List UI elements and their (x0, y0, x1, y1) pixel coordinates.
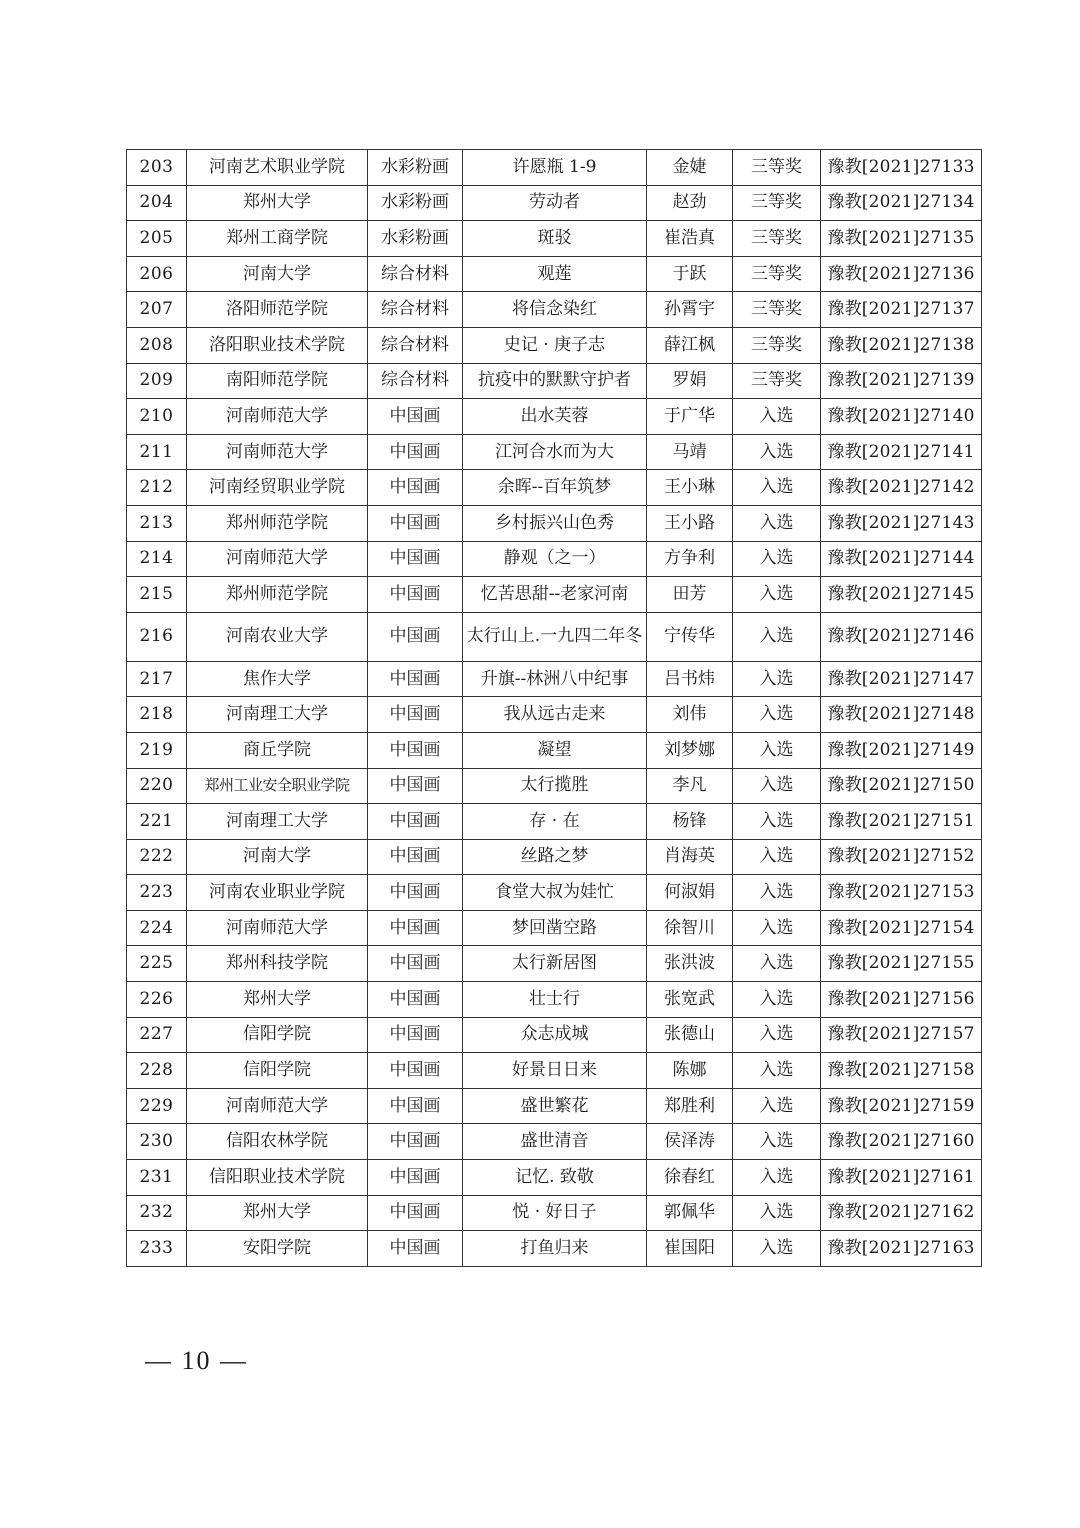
cell-title: 升旗--林洲八中纪事 (463, 661, 647, 697)
cell-school: 郑州大学 (187, 185, 368, 221)
cell-number: 223 (127, 875, 187, 911)
cell-author: 田芳 (647, 577, 733, 613)
cell-author: 李凡 (647, 768, 733, 804)
cell-number: 214 (127, 541, 187, 577)
cell-author: 吕书炜 (647, 661, 733, 697)
cell-document-number: 豫教[2021]27148 (821, 697, 982, 733)
cell-category: 中国画 (368, 505, 463, 541)
cell-school: 河南师范大学 (187, 399, 368, 435)
cell-award: 三等奖 (733, 363, 821, 399)
cell-category: 中国画 (368, 1231, 463, 1267)
table-row (127, 1195, 982, 1231)
cell-author: 宁传华 (647, 612, 733, 661)
cell-author: 王小琳 (647, 470, 733, 506)
cell-school: 信阳农林学院 (187, 1124, 368, 1160)
table-row (127, 541, 982, 577)
cell-category: 综合材料 (368, 256, 463, 292)
cell-school: 河南农业职业学院 (187, 875, 368, 911)
table-row (127, 612, 982, 661)
cell-author: 刘梦娜 (647, 732, 733, 768)
cell-title: 盛世繁花 (463, 1088, 647, 1124)
cell-title: 记忆. 致敬 (463, 1160, 647, 1196)
table-row (127, 910, 982, 946)
cell-school: 焦作大学 (187, 661, 368, 697)
cell-title: 存 · 在 (463, 804, 647, 840)
cell-award: 三等奖 (733, 185, 821, 221)
table-row (127, 1160, 982, 1196)
cell-award: 入选 (733, 1088, 821, 1124)
cell-author: 于广华 (647, 399, 733, 435)
cell-award: 入选 (733, 661, 821, 697)
table-body (127, 150, 982, 1267)
cell-author: 陈娜 (647, 1053, 733, 1089)
cell-title: 出水芙蓉 (463, 399, 647, 435)
cell-category: 中国画 (368, 732, 463, 768)
cell-document-number: 豫教[2021]27154 (821, 910, 982, 946)
cell-category: 中国画 (368, 839, 463, 875)
cell-title: 食堂大叔为娃忙 (463, 875, 647, 911)
cell-author: 于跃 (647, 256, 733, 292)
cell-number: 230 (127, 1124, 187, 1160)
cell-category: 中国画 (368, 1088, 463, 1124)
cell-author: 郭佩华 (647, 1195, 733, 1231)
cell-author: 徐智川 (647, 910, 733, 946)
cell-school: 信阳学院 (187, 1053, 368, 1089)
table-row (127, 1124, 982, 1160)
cell-title: 凝望 (463, 732, 647, 768)
cell-school: 郑州师范学院 (187, 505, 368, 541)
table-row (127, 292, 982, 328)
cell-school: 郑州科技学院 (187, 946, 368, 982)
cell-title: 悦 · 好日子 (463, 1195, 647, 1231)
cell-award: 入选 (733, 910, 821, 946)
cell-school: 郑州工业安全职业学院 (187, 768, 368, 804)
cell-award: 入选 (733, 768, 821, 804)
cell-school: 郑州大学 (187, 982, 368, 1018)
cell-award: 入选 (733, 697, 821, 733)
cell-document-number: 豫教[2021]27137 (821, 292, 982, 328)
cell-number: 206 (127, 256, 187, 292)
cell-award: 入选 (733, 1231, 821, 1267)
cell-category: 中国画 (368, 1124, 463, 1160)
cell-document-number: 豫教[2021]27136 (821, 256, 982, 292)
cell-author: 张洪波 (647, 946, 733, 982)
cell-author: 金婕 (647, 150, 733, 186)
cell-author: 张德山 (647, 1017, 733, 1053)
cell-school: 河南艺术职业学院 (187, 150, 368, 186)
cell-title: 将信念染红 (463, 292, 647, 328)
cell-document-number: 豫教[2021]27138 (821, 327, 982, 363)
cell-school: 河南师范大学 (187, 434, 368, 470)
cell-number: 212 (127, 470, 187, 506)
cell-number: 213 (127, 505, 187, 541)
table-row (127, 221, 982, 257)
cell-award: 入选 (733, 732, 821, 768)
table-row (127, 1088, 982, 1124)
cell-number: 233 (127, 1231, 187, 1267)
cell-document-number: 豫教[2021]27161 (821, 1160, 982, 1196)
cell-document-number: 豫教[2021]27145 (821, 577, 982, 613)
cell-award: 入选 (733, 434, 821, 470)
cell-document-number: 豫教[2021]27160 (821, 1124, 982, 1160)
cell-title: 江河合水而为大 (463, 434, 647, 470)
table-row (127, 946, 982, 982)
cell-author: 郑胜利 (647, 1088, 733, 1124)
cell-category: 中国画 (368, 399, 463, 435)
cell-author: 杨锋 (647, 804, 733, 840)
table-row (127, 327, 982, 363)
cell-author: 张宽武 (647, 982, 733, 1018)
cell-title: 忆苦思甜--老家河南 (463, 577, 647, 613)
cell-category: 综合材料 (368, 292, 463, 328)
table-row (127, 1017, 982, 1053)
cell-document-number: 豫教[2021]27158 (821, 1053, 982, 1089)
cell-number: 229 (127, 1088, 187, 1124)
cell-document-number: 豫教[2021]27155 (821, 946, 982, 982)
cell-document-number: 豫教[2021]27151 (821, 804, 982, 840)
table-row (127, 732, 982, 768)
cell-title: 斑驳 (463, 221, 647, 257)
cell-school: 河南大学 (187, 839, 368, 875)
table-row (127, 1053, 982, 1089)
cell-category: 中国画 (368, 910, 463, 946)
cell-award: 入选 (733, 982, 821, 1018)
cell-title: 丝路之梦 (463, 839, 647, 875)
table-row (127, 363, 982, 399)
table-row (127, 185, 982, 221)
cell-title: 梦回凿空路 (463, 910, 647, 946)
cell-number: 208 (127, 327, 187, 363)
cell-document-number: 豫教[2021]27140 (821, 399, 982, 435)
cell-document-number: 豫教[2021]27143 (821, 505, 982, 541)
cell-number: 226 (127, 982, 187, 1018)
cell-title: 好景日日来 (463, 1053, 647, 1089)
cell-author: 徐春红 (647, 1160, 733, 1196)
cell-school: 河南师范大学 (187, 1088, 368, 1124)
cell-award: 入选 (733, 577, 821, 613)
cell-author: 孙霄宇 (647, 292, 733, 328)
cell-document-number: 豫教[2021]27149 (821, 732, 982, 768)
cell-category: 综合材料 (368, 327, 463, 363)
cell-number: 207 (127, 292, 187, 328)
cell-author: 侯泽涛 (647, 1124, 733, 1160)
cell-award: 入选 (733, 505, 821, 541)
page-number: — 10 — (145, 1346, 248, 1375)
cell-award: 入选 (733, 541, 821, 577)
cell-award: 入选 (733, 1160, 821, 1196)
cell-number: 220 (127, 768, 187, 804)
cell-category: 中国画 (368, 982, 463, 1018)
cell-number: 217 (127, 661, 187, 697)
cell-document-number: 豫教[2021]27162 (821, 1195, 982, 1231)
cell-number: 210 (127, 399, 187, 435)
cell-title: 壮士行 (463, 982, 647, 1018)
cell-award: 入选 (733, 1017, 821, 1053)
cell-award: 三等奖 (733, 292, 821, 328)
cell-title: 众志成城 (463, 1017, 647, 1053)
cell-school: 洛阳职业技术学院 (187, 327, 368, 363)
cell-category: 水彩粉画 (368, 150, 463, 186)
cell-number: 221 (127, 804, 187, 840)
cell-document-number: 豫教[2021]27135 (821, 221, 982, 257)
cell-category: 中国画 (368, 697, 463, 733)
cell-category: 中国画 (368, 577, 463, 613)
cell-author: 王小路 (647, 505, 733, 541)
cell-title: 盛世清音 (463, 1124, 647, 1160)
cell-award: 入选 (733, 1195, 821, 1231)
cell-number: 205 (127, 221, 187, 257)
cell-category: 中国画 (368, 1195, 463, 1231)
cell-category: 中国画 (368, 875, 463, 911)
cell-award: 入选 (733, 839, 821, 875)
cell-school: 河南经贸职业学院 (187, 470, 368, 506)
table-row (127, 577, 982, 613)
cell-number: 216 (127, 612, 187, 661)
cell-number: 222 (127, 839, 187, 875)
cell-school: 河南理工大学 (187, 697, 368, 733)
cell-title: 太行山上.一九四二年冬 (463, 612, 647, 661)
table-row (127, 839, 982, 875)
cell-title: 抗疫中的默默守护者 (463, 363, 647, 399)
table-row (127, 1231, 982, 1267)
cell-document-number: 豫教[2021]27163 (821, 1231, 982, 1267)
cell-school: 河南师范大学 (187, 910, 368, 946)
table-row (127, 150, 982, 186)
cell-school: 河南师范大学 (187, 541, 368, 577)
cell-category: 中国画 (368, 1017, 463, 1053)
cell-document-number: 豫教[2021]27146 (821, 612, 982, 661)
cell-number: 225 (127, 946, 187, 982)
cell-author: 方争利 (647, 541, 733, 577)
cell-document-number: 豫教[2021]27153 (821, 875, 982, 911)
cell-title: 打鱼归来 (463, 1231, 647, 1267)
table-row (127, 505, 982, 541)
cell-document-number: 豫教[2021]27142 (821, 470, 982, 506)
cell-category: 中国画 (368, 1053, 463, 1089)
cell-document-number: 豫教[2021]27159 (821, 1088, 982, 1124)
cell-document-number: 豫教[2021]27134 (821, 185, 982, 221)
cell-author: 马靖 (647, 434, 733, 470)
cell-award: 三等奖 (733, 327, 821, 363)
cell-document-number: 豫教[2021]27144 (821, 541, 982, 577)
cell-title: 史记 · 庚子志 (463, 327, 647, 363)
cell-title: 观莲 (463, 256, 647, 292)
cell-number: 203 (127, 150, 187, 186)
cell-author: 崔国阳 (647, 1231, 733, 1267)
cell-category: 水彩粉画 (368, 185, 463, 221)
table-row (127, 982, 982, 1018)
cell-school: 河南理工大学 (187, 804, 368, 840)
cell-number: 218 (127, 697, 187, 733)
cell-award: 入选 (733, 399, 821, 435)
table-row (127, 875, 982, 911)
cell-author: 崔浩真 (647, 221, 733, 257)
cell-document-number: 豫教[2021]27157 (821, 1017, 982, 1053)
cell-school: 河南大学 (187, 256, 368, 292)
cell-award: 入选 (733, 470, 821, 506)
cell-number: 232 (127, 1195, 187, 1231)
cell-award: 三等奖 (733, 221, 821, 257)
cell-number: 209 (127, 363, 187, 399)
cell-category: 中国画 (368, 434, 463, 470)
cell-school: 信阳职业技术学院 (187, 1160, 368, 1196)
cell-author: 赵劲 (647, 185, 733, 221)
awards-table (126, 149, 982, 1267)
cell-title: 许愿瓶 1-9 (463, 150, 647, 186)
cell-number: 227 (127, 1017, 187, 1053)
cell-category: 中国画 (368, 768, 463, 804)
cell-title: 太行新居图 (463, 946, 647, 982)
cell-title: 劳动者 (463, 185, 647, 221)
cell-category: 中国画 (368, 661, 463, 697)
cell-category: 中国画 (368, 946, 463, 982)
cell-category: 中国画 (368, 1160, 463, 1196)
cell-document-number: 豫教[2021]27139 (821, 363, 982, 399)
table-row (127, 661, 982, 697)
cell-award: 入选 (733, 1124, 821, 1160)
cell-author: 何淑娟 (647, 875, 733, 911)
table-row (127, 470, 982, 506)
cell-school: 郑州大学 (187, 1195, 368, 1231)
cell-author: 刘伟 (647, 697, 733, 733)
table-row (127, 434, 982, 470)
cell-title: 余晖--百年筑梦 (463, 470, 647, 506)
cell-category: 水彩粉画 (368, 221, 463, 257)
cell-number: 215 (127, 577, 187, 613)
cell-award: 入选 (733, 612, 821, 661)
cell-document-number: 豫教[2021]27133 (821, 150, 982, 186)
cell-award: 入选 (733, 804, 821, 840)
cell-document-number: 豫教[2021]27150 (821, 768, 982, 804)
cell-category: 中国画 (368, 470, 463, 506)
cell-award: 三等奖 (733, 150, 821, 186)
table-row (127, 399, 982, 435)
cell-school: 商丘学院 (187, 732, 368, 768)
cell-document-number: 豫教[2021]27152 (821, 839, 982, 875)
cell-school: 郑州工商学院 (187, 221, 368, 257)
table-row (127, 256, 982, 292)
cell-number: 204 (127, 185, 187, 221)
cell-document-number: 豫教[2021]27156 (821, 982, 982, 1018)
cell-author: 罗娟 (647, 363, 733, 399)
cell-number: 228 (127, 1053, 187, 1089)
table-row (127, 697, 982, 733)
cell-author: 肖海英 (647, 839, 733, 875)
cell-document-number: 豫教[2021]27147 (821, 661, 982, 697)
cell-category: 中国画 (368, 612, 463, 661)
cell-number: 224 (127, 910, 187, 946)
cell-school: 河南农业大学 (187, 612, 368, 661)
table-row (127, 804, 982, 840)
cell-document-number: 豫教[2021]27141 (821, 434, 982, 470)
cell-school: 洛阳师范学院 (187, 292, 368, 328)
cell-author: 薛江枫 (647, 327, 733, 363)
cell-title: 乡村振兴山色秀 (463, 505, 647, 541)
cell-school: 安阳学院 (187, 1231, 368, 1267)
cell-category: 中国画 (368, 541, 463, 577)
cell-school: 郑州师范学院 (187, 577, 368, 613)
cell-number: 211 (127, 434, 187, 470)
cell-award: 入选 (733, 875, 821, 911)
cell-category: 中国画 (368, 804, 463, 840)
cell-title: 太行揽胜 (463, 768, 647, 804)
cell-award: 三等奖 (733, 256, 821, 292)
cell-award: 入选 (733, 946, 821, 982)
cell-number: 219 (127, 732, 187, 768)
cell-school: 南阳师范学院 (187, 363, 368, 399)
cell-number: 231 (127, 1160, 187, 1196)
cell-school: 信阳学院 (187, 1017, 368, 1053)
cell-title: 我从远古走来 (463, 697, 647, 733)
cell-category: 综合材料 (368, 363, 463, 399)
table-row (127, 768, 982, 804)
cell-award: 入选 (733, 1053, 821, 1089)
cell-title: 静观（之一） (463, 541, 647, 577)
